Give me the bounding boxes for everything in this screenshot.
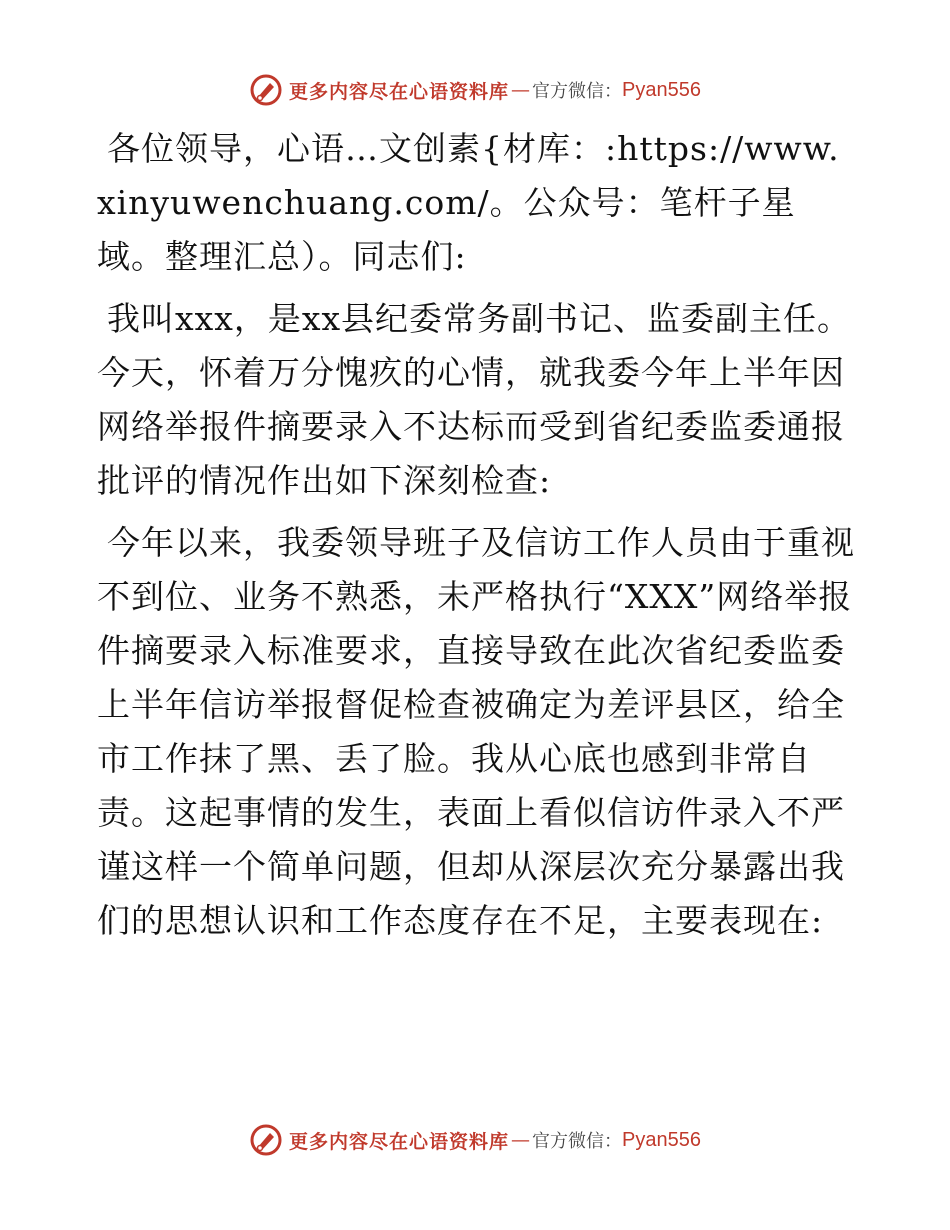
banner-separator: — xyxy=(511,1129,531,1151)
banner-label: 官方微信： xyxy=(532,1131,623,1152)
header-banner xyxy=(0,68,950,112)
banner-text: 更多内容尽在心语资料库 xyxy=(289,80,510,103)
banner-wechat-id: Pyan556 xyxy=(622,78,701,101)
banner-separator: — xyxy=(511,79,531,101)
paragraph-text: 我叫xxx，是xx县纪委常务副书记、监委副主任。今天，怀着万分愧疚的心情，就我委今年上半年因网络举报件摘要录入不达标而受到省纪委监委通报批评的情况作出如下深刻检查: xyxy=(97,299,852,500)
brand-logo-icon xyxy=(249,1123,283,1157)
paragraph-text: 今年以来，我委领导班子及信访工作人员由于重视不到位、业务不熟悉，未严格执行“XXX”网络举报件摘要录入标准要求，直接导致在此次省纪委监委上半年信访举报督促检查被确定为差评县区，给全市工作抹了黑、丢了脸。我从心底也感到非常自责。这起事情的发生，表面上看似信访件录入不严谨这样一个简单问题，但却从深层次充分暴露出我们的思想认识和工作态度存在不足，主要表现在: xyxy=(97,523,855,940)
brand-logo-icon xyxy=(249,73,283,107)
banner-text: 更多内容尽在心语资料库 xyxy=(289,1130,510,1153)
paragraph-salutation xyxy=(97,122,857,284)
banner-wechat-id: Pyan556 xyxy=(622,1128,701,1151)
paragraph-situation xyxy=(97,516,857,948)
footer-banner xyxy=(0,1118,950,1162)
document-body xyxy=(97,122,857,956)
paragraph-text: 各位领导，心语…文创素{材库：:https://www.xinyuwenchuang.com/。公众号：笔杆子星域。整理汇总）。同志们: xyxy=(97,129,840,276)
paragraph-introduction xyxy=(97,292,857,508)
banner-label: 官方微信： xyxy=(532,81,623,102)
